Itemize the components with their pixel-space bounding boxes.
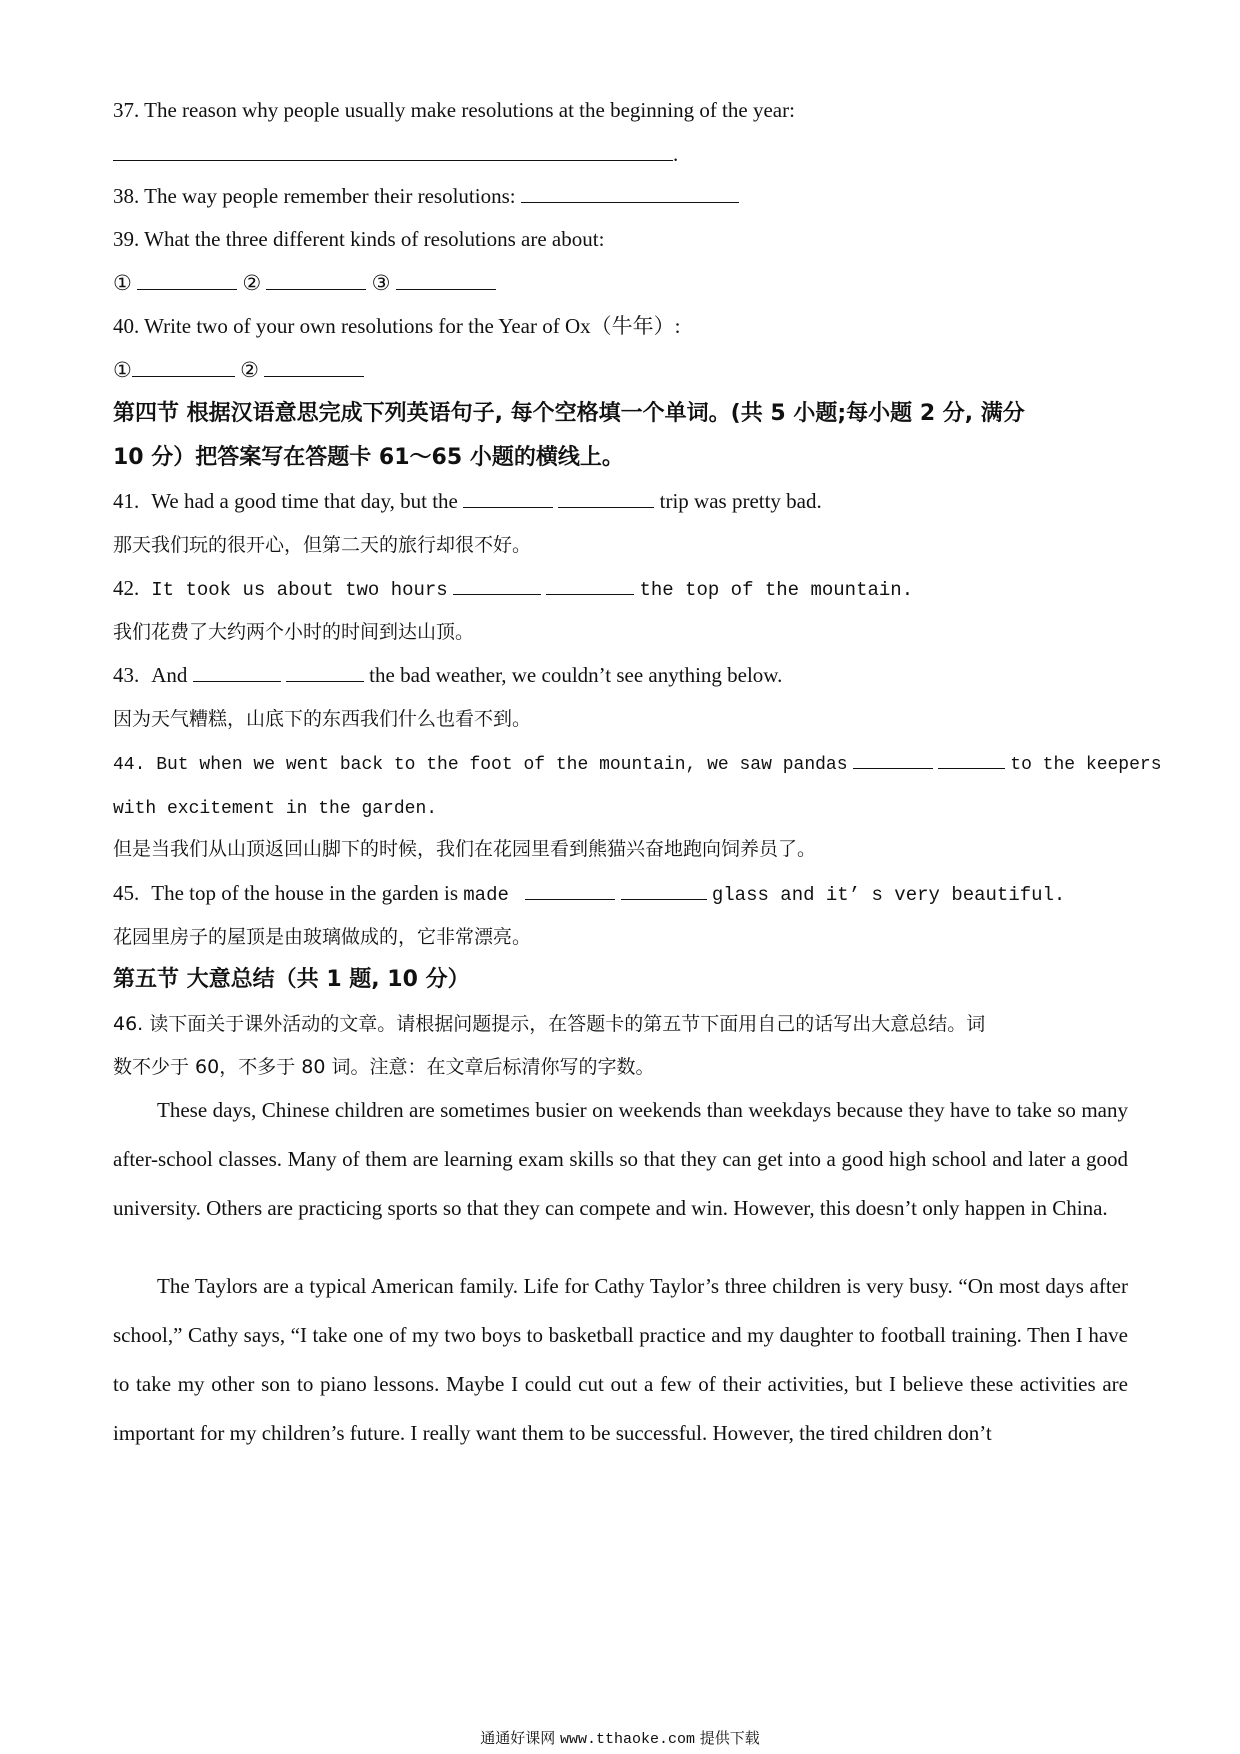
page-footer — [0, 1727, 1240, 1748]
question-43-translation: 因为天气糟糕，山底下的东西我们什么也看不到。 — [113, 708, 532, 730]
answer-blank-3[interactable] — [396, 271, 496, 290]
section-4-heading-line-1: 第四节 根据汉语意思完成下列英语句子, 每个空格填一个单词。(共 5 小题;每小题 2 分, 满分 — [113, 401, 1025, 426]
question-44 — [113, 748, 1162, 779]
sentence-part-b: to the keepers — [1010, 755, 1162, 775]
question-42 — [113, 574, 913, 604]
circle-1: ① — [113, 358, 132, 382]
question-38-text: 38. The way people remember their resolutions: — [113, 184, 521, 208]
question-number: 42. — [113, 576, 140, 600]
answer-blank-1[interactable] — [193, 663, 281, 682]
sentence-part-a: And — [151, 663, 188, 687]
section-4-heading-line-2: 10 分）把答案写在答题卡 61～65 小题的横线上。 — [113, 445, 624, 470]
answer-blank-1[interactable] — [853, 750, 933, 769]
question-40-text: 40. Write two of your own resolutions for the Year of Ox（牛年）: — [113, 314, 681, 338]
sentence-part-c: with excitement in the garden. — [113, 799, 438, 819]
question-42-translation: 我们花费了大约两个小时的时间到达山顶。 — [113, 621, 475, 643]
question-46-line-2: 数不少于 60，不多于 80 词。注意：在文章后标清你写的字数。 — [113, 1056, 655, 1078]
answer-blank-1[interactable] — [525, 881, 615, 900]
question-39 — [113, 225, 604, 253]
question-43 — [113, 661, 782, 689]
answer-blank-2[interactable] — [286, 663, 364, 682]
footer-download-text: 提供下载 — [699, 1729, 760, 1747]
question-41 — [113, 487, 822, 515]
question-38 — [113, 182, 739, 210]
answer-blank-1[interactable] — [137, 271, 237, 290]
question-40 — [113, 312, 680, 340]
sentence-part-b: the top of the mountain. — [639, 579, 914, 601]
answer-blank[interactable] — [113, 142, 673, 161]
sentence-part-a: 44. But when we went back to the foot of the mountain, we saw pandas — [113, 755, 848, 775]
passage-paragraph-2: The Taylors are a typical American family. Life for Cathy Taylor’s three children is very busy. “On most days after school,” Cathy says, “I take one of my two boys to basketball practice and my daughter to football training. Then I have to take my other son to piano lessons. Maybe I could cut out a few of their activities, but I believe these activities are important for my children’s future. I really want them to be successful. However, the tired children don’t — [113, 1274, 1128, 1445]
section-5-heading: 第五节 大意总结（共 1 题, 10 分） — [113, 967, 470, 992]
answer-blank-2[interactable] — [264, 358, 364, 377]
question-44-translation: 但是当我们从山顶返回山脚下的时候，我们在花园里看到熊猫兴奋地跑向饲养员了。 — [113, 838, 817, 860]
question-41-translation: 那天我们玩的很开心，但第二天的旅行却很不好。 — [113, 534, 532, 556]
circle-2: ② — [242, 271, 262, 295]
question-39-answers — [113, 269, 496, 297]
circle-3: ③ — [371, 271, 391, 295]
question-37 — [113, 96, 795, 124]
question-number: 45. — [113, 881, 140, 905]
answer-blank-2[interactable] — [558, 489, 654, 508]
question-number: 43. — [113, 663, 140, 687]
answer-blank-1[interactable] — [463, 489, 553, 508]
question-45 — [113, 879, 1065, 909]
circle-1: ① — [113, 271, 132, 295]
answer-blank-1[interactable] — [453, 576, 541, 595]
sentence-part-a: It took us about two hours — [151, 579, 448, 601]
period: . — [673, 142, 679, 166]
sentence-part-b: made — [463, 884, 509, 906]
sentence-part-b: the bad weather, we couldn’t see anything below. — [369, 663, 783, 687]
answer-blank-2[interactable] — [546, 576, 634, 595]
sentence-part-b: trip was pretty bad. — [659, 489, 822, 513]
answer-blank-2[interactable] — [938, 750, 1005, 769]
answer-blank-1[interactable] — [132, 358, 235, 377]
question-45-translation: 花园里房子的屋顶是由玻璃做成的，它非常漂亮。 — [113, 926, 532, 948]
question-40-answers — [113, 356, 364, 384]
sentence-part-c: glass and it’ s very beautiful. — [711, 884, 1066, 906]
passage-paragraph-1: These days, Chinese children are sometimes busier on weekends than weekdays because they have to take so many after-school classes. Many of them are learning exam skills so that they can get into a good high school and later a good university. Others are practicing sports so that they can compete and win. However, this doesn’t only happen in China. — [113, 1098, 1128, 1220]
sentence-part-a: The top of the house in the garden is — [151, 881, 459, 905]
answer-blank-2[interactable] — [266, 271, 366, 290]
answer-blank-2[interactable] — [621, 881, 707, 900]
question-37-answer — [113, 140, 678, 168]
question-39-text: 39. What the three different kinds of resolutions are about: — [113, 227, 605, 251]
footer-site-name: 通通好课网 — [480, 1729, 556, 1747]
sentence-part-a: We had a good time that day, but the — [151, 489, 458, 513]
footer-url[interactable]: www.tthaoke.com — [559, 1731, 696, 1748]
circle-2: ② — [240, 358, 259, 382]
question-number: 41. — [113, 489, 140, 513]
question-44-continued — [113, 792, 437, 823]
question-46-line-1: 46. 读下面关于课外活动的文章。请根据问题提示，在答题卡的第五节下面用自己的话写出大意总结。词 — [113, 1013, 986, 1035]
answer-blank[interactable] — [521, 184, 739, 203]
question-37-text: 37. The reason why people usually make resolutions at the beginning of the year: — [113, 98, 795, 122]
